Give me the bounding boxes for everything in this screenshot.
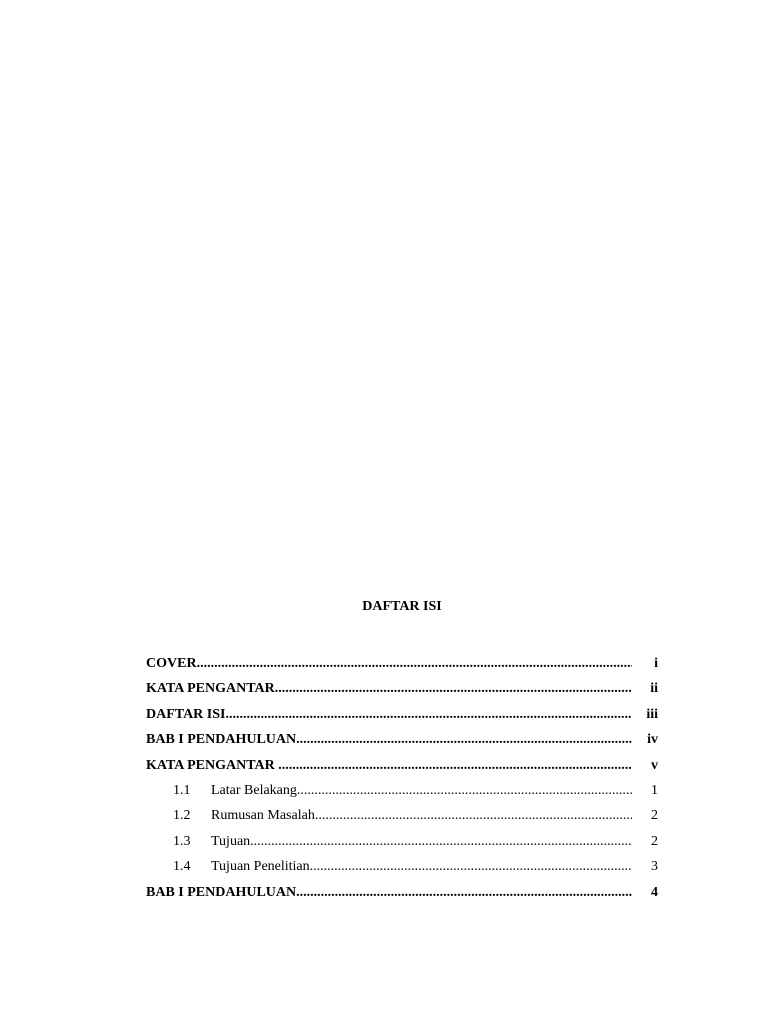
toc-entry xyxy=(146,755,658,780)
toc-entry xyxy=(146,704,658,729)
toc-entry-page: 4 xyxy=(651,884,658,900)
toc-subentry xyxy=(146,831,658,856)
toc-subentry xyxy=(146,856,658,881)
toc-subentry-label: Rumusan Masalah ..... xyxy=(211,805,632,827)
toc-entry-page: ii xyxy=(650,681,658,697)
toc-subentry-label: Tujuan Penelitian ..... xyxy=(211,856,632,878)
toc-subentry-page: 1 xyxy=(651,782,658,798)
toc-entry-page: iii xyxy=(646,706,658,722)
toc-subentry-label: Tujuan ..... xyxy=(211,831,632,853)
toc-subentry-page: 2 xyxy=(651,808,658,824)
toc-entry xyxy=(146,882,658,907)
toc-subentry-number: 1.2 xyxy=(173,808,191,824)
toc-subentry xyxy=(146,780,658,805)
toc-subentry xyxy=(146,805,658,830)
toc-entry-label: KATA PENGANTAR ..... xyxy=(146,678,632,700)
toc-entry-label: KATA PENGANTAR ..... xyxy=(146,755,632,777)
toc-subentry-number: 1.3 xyxy=(173,833,191,849)
toc-title: DAFTAR ISI xyxy=(362,599,442,614)
toc-entry-page: v xyxy=(651,757,658,773)
toc-subentry-number: 1.4 xyxy=(173,859,191,875)
toc-entry-label: DAFTAR ISI ..... xyxy=(146,704,632,726)
toc-subentry-label: Latar Belakang ..... xyxy=(211,780,632,802)
toc-subentry-page: 3 xyxy=(651,859,658,875)
toc-entry-label: BAB I PENDAHULUAN ..... xyxy=(146,882,632,904)
toc-entry xyxy=(146,653,658,678)
toc-entry-page: iv xyxy=(647,732,658,748)
toc-entry-label: BAB I PENDAHULUAN ..... xyxy=(146,729,632,751)
toc-subentry-page: 2 xyxy=(651,833,658,849)
toc-entry-page: i xyxy=(654,656,658,671)
toc-entry-label: COVER ..... xyxy=(146,653,632,675)
table-of-contents xyxy=(146,653,658,907)
toc-entry xyxy=(146,729,658,754)
toc-entry xyxy=(146,678,658,703)
toc-subentry-number: 1.1 xyxy=(173,782,191,798)
